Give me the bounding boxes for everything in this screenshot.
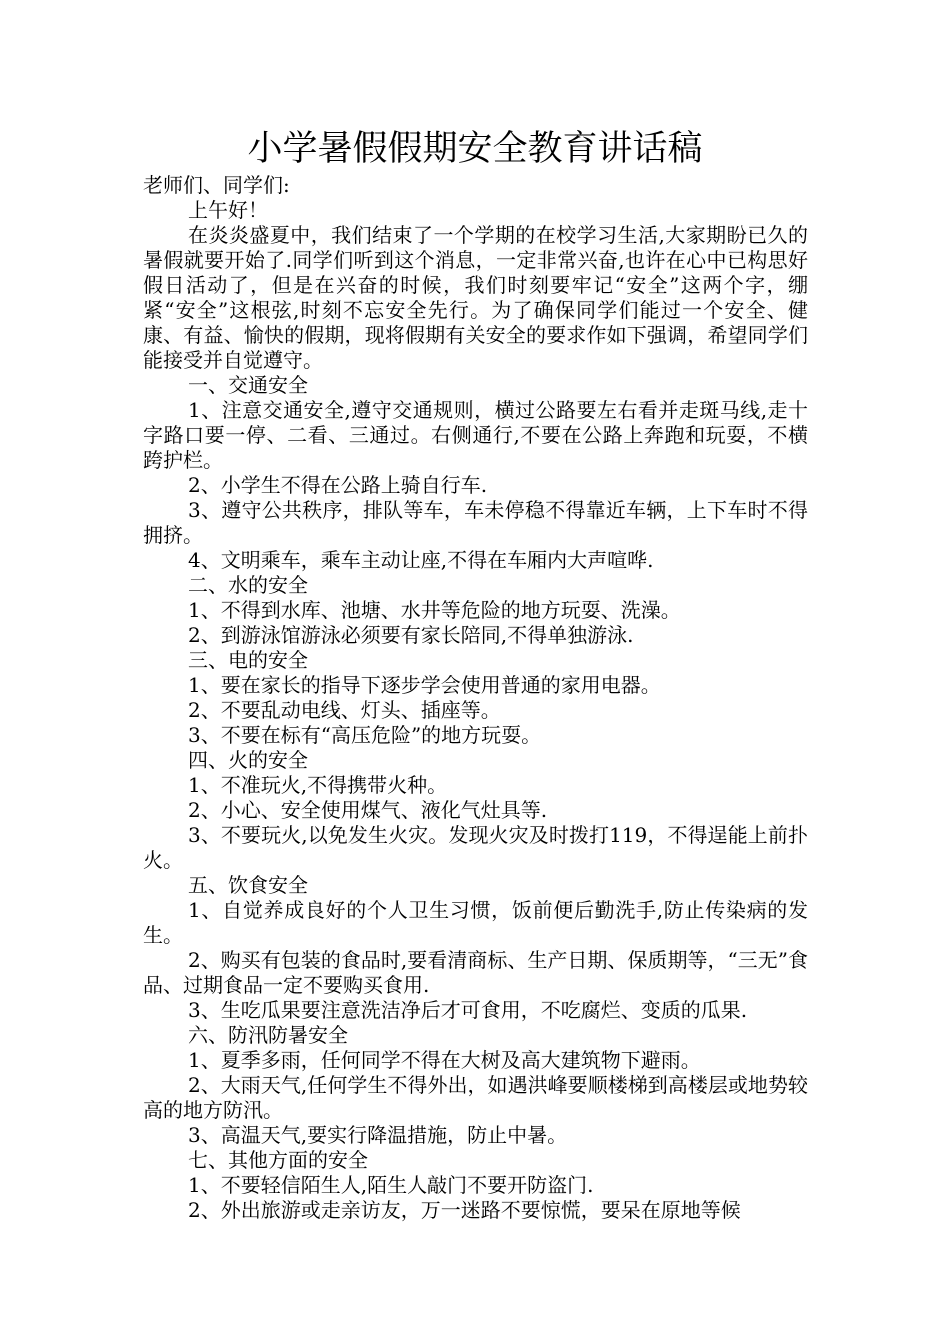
section-item: 2、购买有包装的食品时,要看清商标、生产日期、保质期等，“三无”食品、过期食品一定不要购买食用. — [143, 948, 808, 997]
section-item: 2、小心、安全使用煤气、液化气灶具等. — [188, 798, 548, 822]
document-title: 小学暑假假期安全教育讲话稿 — [247, 129, 703, 169]
section-heading-fire: 四、火的安全 — [188, 748, 308, 772]
section-item: 2、到游泳馆游泳必须要有家长陪同,不得单独游泳. — [188, 623, 634, 647]
section-heading-traffic: 一、交通安全 — [188, 373, 308, 397]
section-heading-electricity: 三、电的安全 — [188, 648, 308, 672]
section-item: 1、不准玩火,不得携带火种。 — [188, 773, 448, 797]
salutation: 老师们、同学们: — [143, 173, 290, 197]
section-item: 1、自觉养成良好的个人卫生习惯，饭前便后勤洗手,防止传染病的发生。 — [143, 898, 808, 947]
section-item: 3、高温天气,要实行降温措施，防止中暑。 — [188, 1123, 568, 1147]
section-item: 3、生吃瓜果要注意洗洁净后才可食用，不吃腐烂、变质的瓜果. — [188, 998, 748, 1022]
intro-paragraph: 在炎炎盛夏中，我们结束了一个学期的在校学习生活,大家期盼已久的暑假就要开始了.同学们听到这个消息，一定非常兴奋,也许在心中已构思好假日活动了，但是在兴奋的时候，我们时刻要牢记“安全”这两个字，绷紧“安全”这根弦,时刻不忘安全先行。为了确保同学们能过一个安全、健康、有益、愉快的假期，现将假期有关安全的要求作如下强调，希望同学们能接受并自觉遵守。 — [143, 223, 808, 372]
section-item: 1、注意交通安全,遵守交通规则，横过公路要左右看并走斑马线,走十字路口要一停、二看、三通过。右侧通行,不要在公路上奔跑和玩耍，不横跨护栏。 — [143, 398, 808, 472]
section-item: 1、不得到水库、池塘、水井等危险的地方玩耍、洗澡。 — [188, 598, 681, 622]
section-item: 1、夏季多雨，任何同学不得在大树及高大建筑物下避雨。 — [188, 1048, 701, 1072]
section-item: 3、不要在标有“高压危险”的地方玩耍。 — [188, 723, 542, 747]
section-item: 2、小学生不得在公路上骑自行车. — [188, 473, 488, 497]
section-heading-food: 五、饮食安全 — [188, 873, 308, 897]
section-item: 2、大雨天气,任何学生不得外出，如遇洪峰要顺楼梯到高楼层或地势较高的地方防汛。 — [143, 1073, 808, 1122]
section-heading-other: 七、其他方面的安全 — [188, 1148, 368, 1172]
section-item: 3、不要玩火,以免发生火灾。发现火灾及时拨打119，不得逞能上前扑火。 — [143, 823, 808, 872]
section-item: 4、文明乘车，乘车主动让座,不得在车厢内大声喧哗. — [188, 548, 654, 572]
section-item: 1、要在家长的指导下逐步学会使用普通的家用电器。 — [188, 673, 661, 697]
section-item: 2、外出旅游或走亲访友，万一迷路不要惊慌，要呆在原地等候 — [188, 1198, 741, 1222]
section-item: 3、遵守公共秩序，排队等车，车未停稳不得靠近车辆，上下车时不得拥挤。 — [143, 498, 808, 547]
greeting: 上午好！ — [188, 198, 268, 222]
section-item: 2、不要乱动电线、灯头、插座等。 — [188, 698, 501, 722]
document-body — [143, 173, 808, 1223]
section-heading-flood-heat: 六、防汛防暑安全 — [188, 1023, 348, 1047]
section-heading-water: 二、水的安全 — [188, 573, 308, 597]
section-item: 1、不要轻信陌生人,陌生人敲门不要开防盗门. — [188, 1173, 594, 1197]
